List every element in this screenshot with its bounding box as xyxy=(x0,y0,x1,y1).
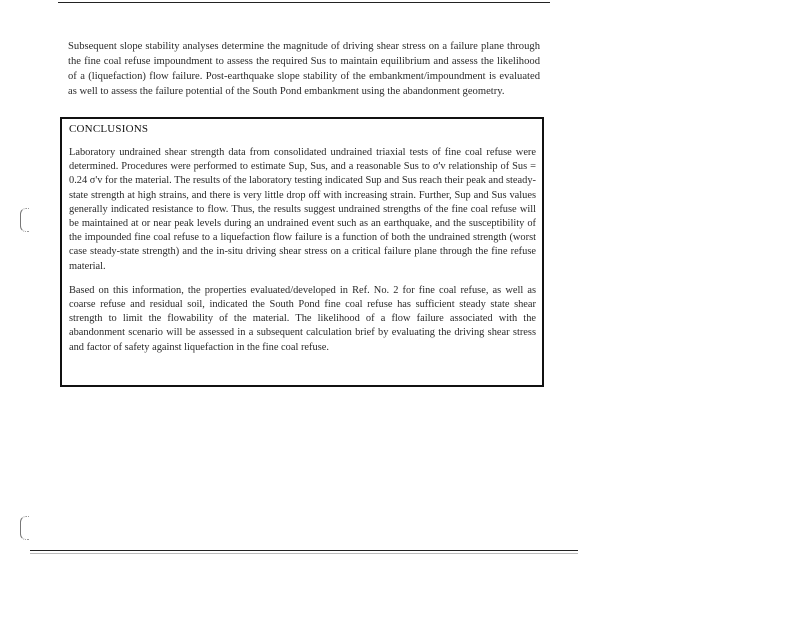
conclusions-heading: CONCLUSIONS xyxy=(69,123,149,135)
conclusions-paragraph-1: Laboratory undrained shear strength data from consolidated undrained triaxial tests of fine coal refuse were determined. Procedures were performed to estimate Sup, Sus, and a reasonable Sus to σ'v relationship of Sus = 0.24 σ'v for the material. The results of the laboratory testing indicated Sup and Sus reach their peak and steady-state strength at high strains, and there is very little drop off with increasing strain. Further, Sup and Sus values generally indicated resistance to flow. Thus, the results suggest undrained strengths of the fine coal refuse will be maintained at or near peak levels during an undrained event such as an earthquake, and the susceptibility of the impounded fine coal refuse to a liquefaction flow failure is a function of both the undrained strength (worst case steady-state strength) and the in-situ driving shear stress on a critical failure plane through the fine refuse material. xyxy=(69,147,536,272)
binding-mark-icon xyxy=(20,208,29,232)
top-rule xyxy=(58,2,550,3)
binding-mark-icon xyxy=(20,516,29,540)
conclusions-paragraph-2: Based on this information, the properties evaluated/developed in Ref. No. 2 for fine coal refuse, as well as coarse refuse and residual soil, indicated the South Pond fine coal refuse has sufficient steady state shear strength to limit the flowability of the material. The likelihood of a flow failure associated with the abandonment scenario will be assessed in a subsequent calculation brief by evaluating the driving shear stress and factor of safety against liquefaction in the fine coal refuse. xyxy=(69,284,536,353)
conclusions-box xyxy=(60,117,544,387)
bottom-rule xyxy=(30,550,578,551)
bottom-rule-faint xyxy=(30,553,578,554)
intro-paragraph: Subsequent slope stability analyses determine the magnitude of driving shear stress on a failure plane through the fine coal refuse impoundment to assess the required Sus to maintain equilibrium and assess the likelihood of a (liquefaction) flow failure. Post-earthquake slope stability of the embankment/impoundment is evaluated as well to assess the failure potential of the South Pond embankment using the abandonment geometry. xyxy=(68,40,540,97)
